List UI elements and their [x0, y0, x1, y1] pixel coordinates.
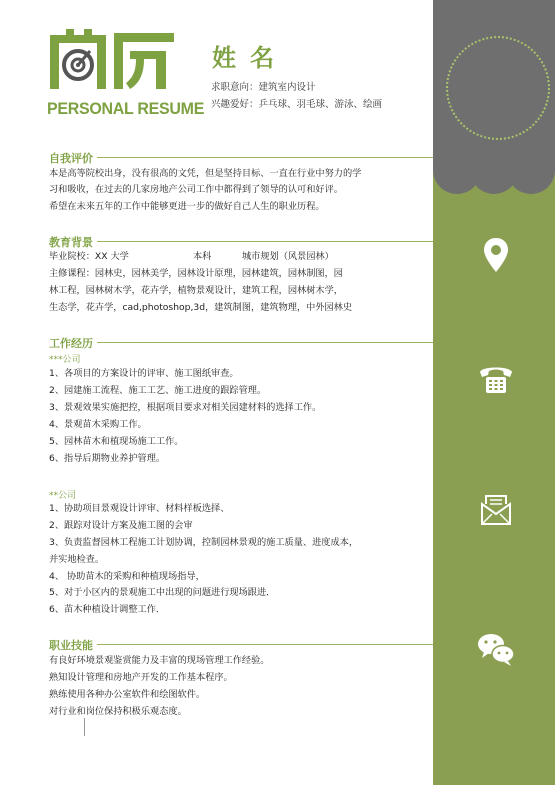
skill-line: 对行业和岗位保持积极乐观态度。 — [49, 706, 187, 717]
envelope-icon — [474, 488, 518, 532]
section-divider — [97, 342, 433, 343]
work-item: 1、各项目的方案设计的评审、施工图纸审查。 — [49, 368, 239, 379]
location-pin-icon — [474, 234, 518, 278]
section-divider — [97, 157, 433, 158]
work-item: 4、 协助苗木的采购和种植现场指导， — [49, 571, 205, 582]
skill-line: 有良好环境景观鉴赏能力及丰富的现场管理工作经验。 — [49, 655, 270, 666]
self-eval-line: 习和吸收，在过去的几家房地产公司工作中都得到了领导的认可和好评。 — [49, 184, 343, 195]
self-eval-line: 希望在未来五年的工作中能够更进一步的做好自己人生的职业历程。 — [49, 201, 325, 212]
section-title-work: 工作经历 — [49, 337, 93, 350]
work-item: 并实地检查。 — [49, 554, 105, 565]
candidate-name: 姓名 — [212, 44, 288, 72]
job-intent: 求职意向：建筑室内设计 — [211, 82, 316, 93]
telephone-icon — [474, 358, 518, 402]
section-title-education: 教育背景 — [49, 236, 93, 249]
work-item: 4、景观苗木采购工作。 — [49, 419, 147, 430]
hobbies: 兴趣爱好：乒乓球、羽毛球、游泳、绘画 — [211, 99, 383, 110]
text-cursor — [84, 718, 85, 736]
photo-placeholder-ring — [446, 36, 550, 140]
work-item: 6、苗木种植设计调整工作． — [49, 604, 166, 615]
work-item: 1、协助项目景观设计评审、材料样板选择、 — [49, 503, 230, 514]
education-courses: 生态学，花卉学，cad,photoshop,3d，建筑制图，建筑物理，中外园林史 — [49, 302, 353, 313]
work-item: 3、负责监督园林工程施工计划协调，控制园林景观的施工质量、进度成本， — [49, 537, 359, 548]
section-divider — [97, 241, 433, 242]
work-item: 5、对于小区内的景观施工中出现的问题进行现场跟进． — [49, 587, 276, 598]
education-school: 毕业院校：XX 大学 — [49, 251, 129, 262]
education-courses: 林工程，园林树木学，花卉学，植物景观设计，建筑工程，园林树木学， — [49, 285, 343, 296]
work-item: 6、指导后期物业养护管理。 — [49, 453, 166, 464]
work-item: 2、跟踪对设计方案及施工图的会审 — [49, 520, 193, 531]
resume-logo — [46, 29, 176, 91]
section-title-skills: 职业技能 — [49, 639, 93, 652]
company-name: ***公司 — [49, 355, 81, 365]
company-name: **公司 — [49, 491, 77, 501]
skill-line: 熟知设计管理和房地产开发的工作基本程序。 — [49, 672, 233, 683]
work-item: 2、园建施工流程、施工工艺、施工进度的跟踪管理。 — [49, 385, 267, 396]
chat-bubbles-icon — [474, 626, 518, 670]
education-major: 城市规划（风景园林） — [242, 251, 334, 262]
skill-line: 熟练使用各种办公室软件和绘图软件。 — [49, 689, 206, 700]
education-courses: 主修课程：园林史，园林美学，园林设计原理，园林建筑，园林制图，园 — [49, 268, 343, 279]
self-eval-line: 本是高等院校出身，没有很高的文凭，但是坚持目标、一直在行业中努力的学 — [49, 168, 362, 179]
work-item: 3、景观效果实施把控，根据项目要求对相关园建材料的选择工作。 — [49, 402, 322, 413]
work-item: 5、园林苗木和植现场施工工作。 — [49, 436, 184, 447]
logo-subtitle: PERSONAL RESUME — [47, 99, 205, 118]
section-title-self-eval: 自我评价 — [49, 152, 93, 165]
section-divider — [97, 644, 433, 645]
sidebar-scallop — [507, 146, 555, 194]
education-degree: 本科 — [193, 251, 212, 262]
